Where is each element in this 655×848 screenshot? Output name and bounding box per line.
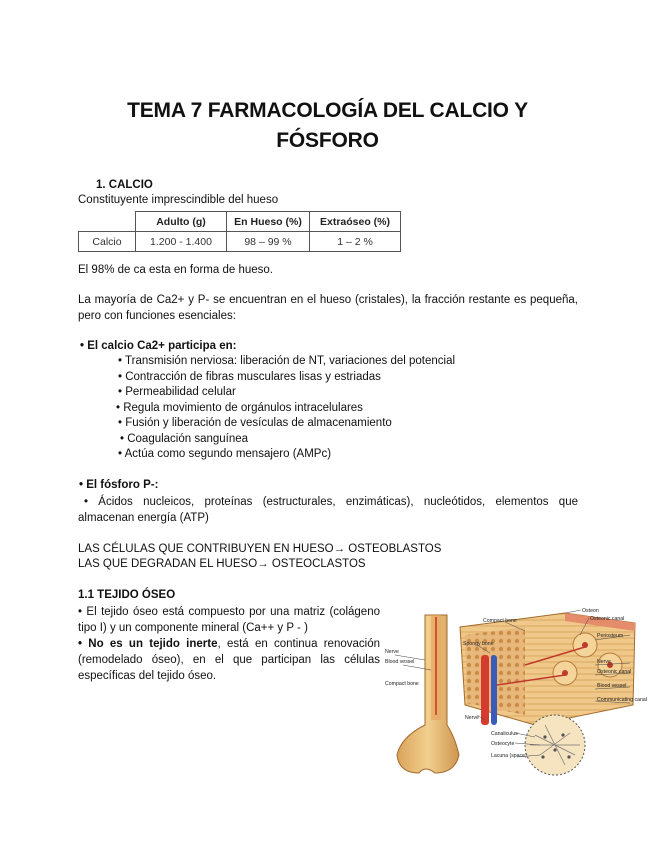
tejido-text-2 <box>78 636 380 684</box>
page-title <box>60 96 595 156</box>
label-lacuna: Lacuna (space) <box>491 753 527 759</box>
list-item: • Regula movimiento de orgánulos intracelulares <box>116 401 363 414</box>
label-osteocyte: Osteocyte <box>491 741 515 747</box>
tejido-text-2-rest: , está en continua renovación (remodelado óseo), en el que participan las células específicas del tejido óseo. <box>78 638 380 682</box>
cells-line-1: LAS CÉLULAS QUE CONTRIBUYEN EN HUESO→ OSTEOBLASTOS <box>78 543 442 555</box>
label-spongy-bone: Spongy bone <box>463 641 494 647</box>
list-item: • Contracción de fibras musculares lisas y estriadas <box>118 370 381 383</box>
list-item: • Actúa como segundo mensajero (AMPc) <box>118 448 332 460</box>
section-heading-calcio: 1. CALCIO <box>96 179 153 191</box>
label-blood-vessel-left: Blood vessel <box>385 659 415 665</box>
label-communicating-canal: Communicating canal <box>597 697 647 703</box>
list-item: • Transmisión nerviosa: liberación de NT, variaciones del potencial <box>118 355 456 367</box>
label-canaliculus: Canaliculus <box>491 731 518 737</box>
table-header-cell: Extraóseo (%) <box>310 212 401 232</box>
list-item: • Fusión y liberación de vesículas de almacenamiento <box>118 417 392 429</box>
long-bone-shaft <box>397 615 459 773</box>
list-item: • Coagulación sanguínea <box>120 432 249 445</box>
cells-line-2: LAS QUE DEGRADAN EL HUESO→ OSTEOCLASTOS <box>78 558 366 570</box>
label-compact-bone-top: Compact bone <box>483 618 517 624</box>
calcium-table <box>78 211 401 252</box>
label-osteonic-canal: Osteonic canal <box>590 616 625 622</box>
bone-anatomy-illustration <box>385 605 647 777</box>
table-cell: Calcio <box>79 232 136 252</box>
table-header-cell: Adulto (g) <box>136 212 227 232</box>
paragraph-98: El 98% de ca esta en forma de hueso. <box>78 264 273 276</box>
table-row <box>79 232 401 252</box>
table-cell: 1 – 2 % <box>310 232 401 252</box>
title-line-1: TEMA 7 FARMACOLOGÍA DEL CALCIO Y <box>127 99 528 122</box>
label-nerve-left: Nerve <box>385 649 399 655</box>
calcio-heading: • El calcio Ca2+ participa en: <box>80 340 237 352</box>
calcio-list <box>116 354 455 463</box>
label-osteon: Osteon <box>582 608 599 614</box>
label-blood-vessel-right: Blood vessel <box>597 683 627 689</box>
label-nerve-bottom: Nerve <box>465 715 479 721</box>
bone-illustration-svg <box>385 605 647 777</box>
label-periosteum: Periosteum <box>597 633 624 639</box>
title-line-2: FÓSFORO <box>276 129 379 152</box>
table-cell: 98 – 99 % <box>227 232 310 252</box>
label-nerve-right: Nerve <box>597 659 611 665</box>
list-item: • Permeabilidad celular <box>118 386 236 398</box>
section-subtitle: Constituyente imprescindible del hueso <box>78 194 279 206</box>
tejido-heading: 1.1 TEJIDO ÓSEO <box>78 589 176 601</box>
table-cell: 1.200 - 1.400 <box>136 232 227 252</box>
label-osteonic-canal-right: Osteonic canal <box>597 669 632 675</box>
fosforo-text: • Ácidos nucleicos, proteínas (estructurales, enzimáticas), nucleótidos, elementos que almacenan energía (ATP) <box>78 496 578 524</box>
label-compact-bone-left: Compact bone <box>385 681 419 687</box>
blood-vessel <box>491 655 497 725</box>
tejido-text-1: • El tejido óseo está compuesto por una matriz (colágeno tipo I) y un componente mineral (Ca++ y P - ) <box>78 606 380 634</box>
paragraph-mayoria: La mayoría de Ca2+ y P- se encuentran en el hueso (cristales), la fracción restante es pequeña, pero con funciones esenciales: <box>78 294 578 322</box>
tejido-text-2-bold: • No es un tejido inerte <box>78 638 218 650</box>
fosforo-heading: • El fósforo P-: <box>79 479 159 491</box>
table-header-cell <box>79 212 136 232</box>
table-header-cell: En Hueso (%) <box>227 212 310 232</box>
table-header-row <box>79 212 401 232</box>
blood-vessel <box>481 655 489 725</box>
